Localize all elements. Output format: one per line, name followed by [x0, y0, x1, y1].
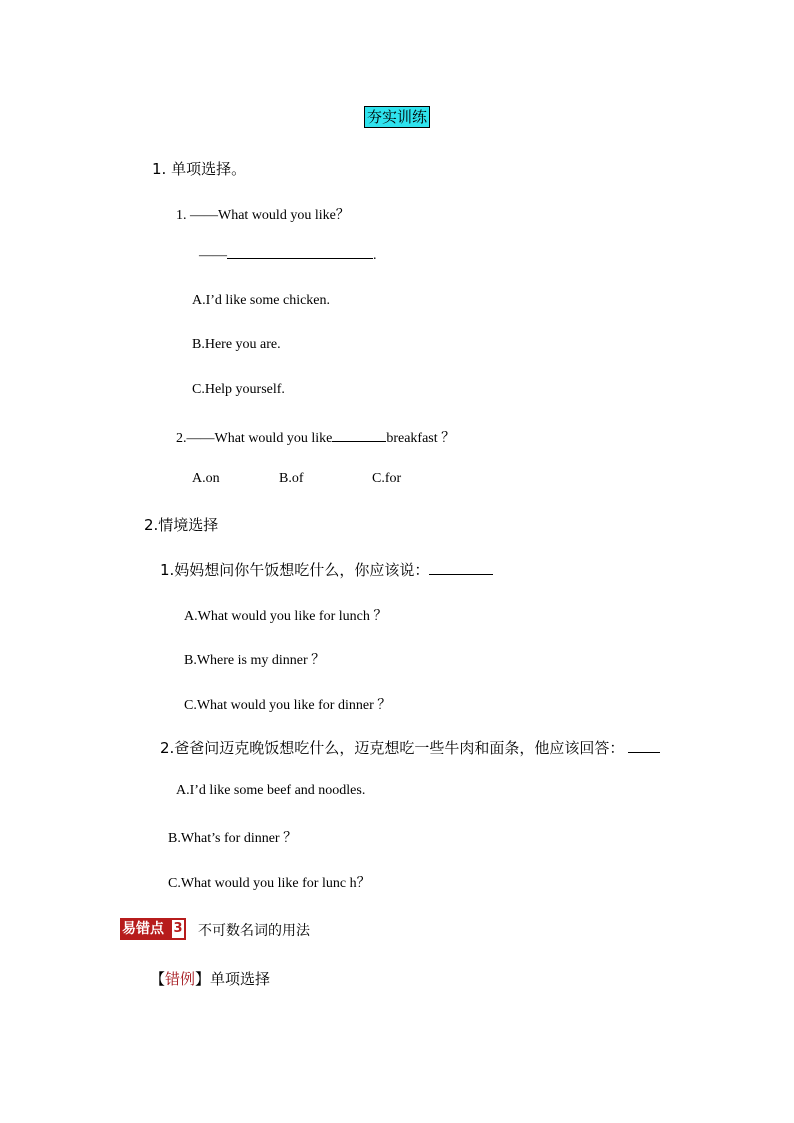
error-point-tag	[120, 918, 186, 940]
q2-option-a: A.on	[192, 471, 220, 486]
q1-answer-dash: ——	[199, 248, 227, 263]
section-title: 夯实训练	[364, 106, 430, 128]
s2-q2-question	[160, 737, 660, 758]
example-label: 错例	[165, 970, 196, 988]
q1-option-c: C.Help yourself.	[192, 382, 285, 397]
q2-option-b: B.of	[279, 471, 304, 486]
q2-question	[176, 427, 455, 447]
s2-q2-blank[interactable]	[628, 740, 660, 753]
section1-heading: 1. 单项选择。	[152, 160, 247, 178]
q2-prefix: 2.——What would you like	[176, 431, 333, 446]
s2-q2-option-a: A.I’d like some beef and noodles.	[176, 783, 366, 798]
s2-q1-text: 1.妈妈想问你午饭想吃什么，你应该说：	[160, 561, 430, 579]
q2-blank[interactable]	[332, 429, 386, 442]
example-open-bracket: 【	[150, 970, 166, 988]
q2-suffix: breakfast ？	[386, 431, 456, 446]
q1-answer-end: .	[373, 248, 377, 263]
s2-q1-question	[160, 559, 493, 580]
s2-q2-text: 2.爸爸问迈克晚饭想吃什么，迈克想吃一些牛肉和面条，他应该回答：	[160, 739, 625, 757]
s2-q1-option-c: C.What would you like for dinner ？	[184, 698, 392, 713]
s2-q2-option-c: C.What would you like for lunc h？	[168, 876, 371, 891]
example-close-bracket: 】	[195, 970, 211, 988]
s2-q2-option-b: B.What’s for dinner ？	[168, 831, 298, 846]
s2-q1-blank[interactable]	[429, 562, 493, 575]
q1-answer-line	[199, 246, 377, 264]
example-text: 单项选择	[210, 970, 271, 988]
error-point-number: 3	[173, 921, 183, 936]
error-point-label: 易错点	[122, 921, 164, 937]
section2-heading: 2.情境选择	[144, 516, 219, 534]
example-heading	[150, 968, 270, 989]
error-point-title: 不可数名词的用法	[198, 923, 310, 939]
q1-option-b: B.Here you are.	[192, 337, 281, 352]
s2-q1-option-b: B.Where is my dinner ？	[184, 653, 326, 668]
q1-option-a: A.I’d like some chicken.	[192, 293, 331, 308]
s2-q1-option-a: A.What would you like for lunch ？	[184, 609, 388, 624]
q2-option-c: C.for	[372, 471, 402, 486]
q1-question: 1. ——What would you like？	[176, 208, 350, 223]
q1-answer-blank[interactable]	[227, 246, 373, 259]
